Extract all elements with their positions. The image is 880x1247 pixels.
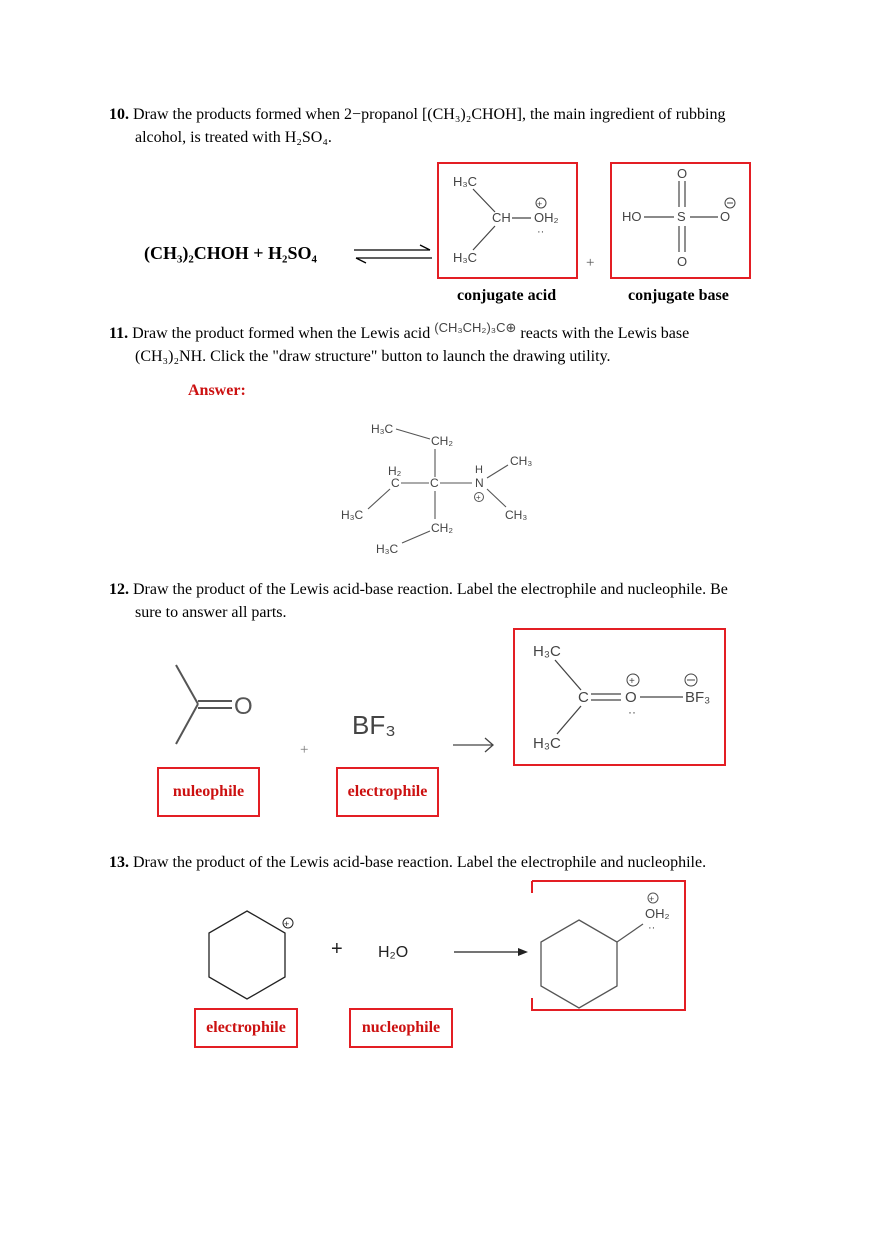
question-number: 10. [109, 106, 129, 123]
svg-text:+: + [476, 493, 481, 502]
svg-text:O: O [234, 693, 253, 720]
question-number: 12. [109, 581, 129, 598]
answer-label: Answer: [188, 382, 246, 399]
svg-text:··: ·· [628, 705, 636, 719]
svg-text:CH₃: CH₃ [505, 508, 528, 522]
question-text-line2: sure to answer all parts. [135, 604, 287, 621]
water-reagent: H₂O [378, 944, 409, 961]
ammonium-product-structure [338, 415, 548, 560]
svg-text:HO: HO [622, 209, 642, 224]
svg-text:N: N [475, 476, 484, 490]
question-text: Draw the products formed when 2−propanol [(CH₃)₂CHOH], the main ingredient of rubbing [133, 106, 726, 123]
svg-text:H₃C: H₃C [376, 542, 399, 556]
svg-text:+: + [284, 919, 290, 929]
question-text-line2: alcohol, is treated with H₂SO₄. [135, 129, 332, 146]
svg-text:CH: CH [492, 210, 511, 225]
svg-text:+: + [629, 676, 635, 687]
acetone-structure [172, 662, 272, 752]
svg-text:H₂: H₂ [388, 464, 402, 478]
conjugate-acid-structure [437, 162, 578, 279]
plus-sign: + [331, 938, 343, 960]
svg-text:CH₂: CH₂ [431, 434, 453, 448]
svg-text:+: + [649, 894, 655, 904]
svg-text:H₃C: H₃C [533, 643, 561, 660]
question-13 [109, 851, 799, 874]
question-text: Draw the product formed when the Lewis acid [132, 325, 431, 342]
question-number: 11. [109, 325, 129, 342]
nucleophile-label: nuleophile [157, 767, 260, 817]
plus-sign: + [586, 255, 595, 271]
question-text: Draw the product of the Lewis acid-base reaction. Label the electrophile and nucleophile. Be [133, 581, 728, 598]
reactant-equation: (CH₃)₂CHOH + H₂SO₄ [144, 243, 317, 263]
svg-text:OH₂: OH₂ [534, 210, 559, 225]
svg-text:H₃C: H₃C [453, 250, 478, 265]
bf3-reagent: BF₃ [352, 710, 396, 740]
question-11 [109, 322, 799, 368]
conjugate-acid-label: conjugate acid [457, 287, 557, 304]
cyclohexyl-cation-structure [203, 905, 298, 1005]
svg-text:OH₂: OH₂ [645, 906, 670, 921]
svg-text:O: O [677, 254, 688, 269]
conjugate-base-structure [610, 162, 751, 279]
svg-text:S: S [677, 209, 686, 224]
q13-product-structure [535, 890, 685, 1010]
lewis-acid-formula: (CH₃CH₂)₃C⊕ [434, 320, 517, 335]
svg-text:O: O [720, 209, 731, 224]
q12-product-structure [513, 628, 726, 766]
question-10 [109, 103, 799, 149]
svg-text:··: ·· [648, 922, 656, 934]
reaction-arrow [452, 945, 532, 959]
svg-text:H₃C: H₃C [341, 508, 364, 522]
svg-text:CH₃: CH₃ [510, 454, 533, 468]
svg-text:BF₃: BF₃ [685, 689, 711, 706]
conjugate-base-label: conjugate base [628, 287, 729, 304]
question-number: 13. [109, 854, 129, 871]
svg-text:··: ·· [537, 226, 545, 238]
reaction-arrow [451, 735, 497, 755]
svg-text:H₃C: H₃C [453, 174, 478, 189]
svg-text:H₃C: H₃C [371, 422, 394, 436]
electrophile-label: electrophile [336, 767, 439, 817]
svg-text:+: + [537, 199, 543, 209]
svg-text:O: O [625, 689, 637, 706]
question-12 [109, 578, 799, 624]
svg-text:H₃C: H₃C [533, 735, 561, 752]
electrophile-label: electrophile [194, 1008, 298, 1048]
nucleophile-label: nucleophile [349, 1008, 453, 1048]
svg-text:C: C [430, 476, 439, 490]
question-text-line2: (CH₃)₂NH. Click the "draw structure" button to launch the drawing utility. [135, 348, 611, 365]
plus-sign: + [300, 742, 309, 758]
question-text-cont: reacts with the Lewis base [520, 325, 690, 342]
question-text: Draw the product of the Lewis acid-base reaction. Label the electrophile and nucleophile. [133, 854, 707, 871]
svg-text:C: C [578, 689, 589, 706]
svg-text:C: C [391, 476, 400, 490]
svg-text:O: O [677, 166, 688, 181]
svg-text:H: H [475, 464, 483, 476]
svg-text:CH₂: CH₂ [431, 521, 453, 535]
equilibrium-arrows [352, 243, 434, 265]
